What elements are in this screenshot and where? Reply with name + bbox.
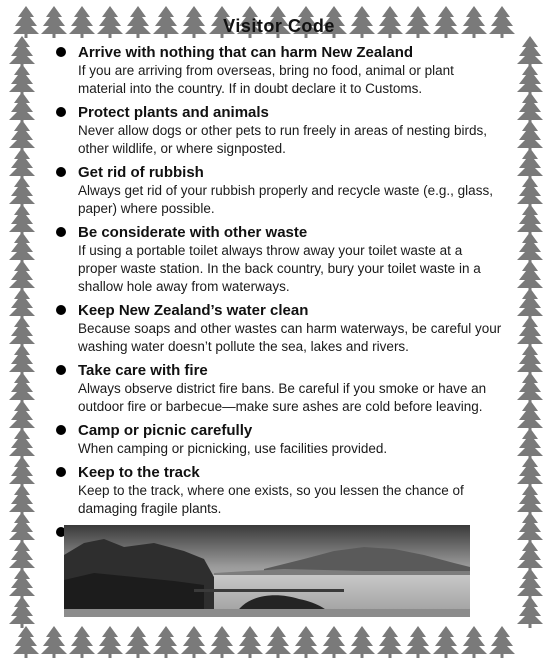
tree-icon: [9, 204, 35, 236]
page-title: Visitor Code: [223, 16, 335, 36]
tree-icon: [517, 512, 543, 544]
tree-icon: [293, 626, 319, 658]
item-heading-text: Camp or picnic carefully: [78, 422, 253, 439]
bullet-icon: [56, 467, 66, 477]
item-heading-text: Keep to the track: [78, 464, 200, 481]
tree-icon: [517, 288, 543, 320]
bullet-icon: [56, 47, 66, 57]
tree-icon: [517, 64, 543, 96]
tree-icon: [209, 626, 235, 658]
item-heading-text: Get rid of rubbish: [78, 164, 204, 181]
tree-icon: [517, 428, 543, 460]
bullet-icon: [56, 365, 66, 375]
tree-icon: [517, 36, 543, 68]
tree-icon: [349, 626, 375, 658]
tree-icon: [517, 540, 543, 572]
tree-icon: [9, 512, 35, 544]
tree-icon: [9, 232, 35, 264]
item-body: When camping or picnicking, use facilities provided.: [78, 441, 388, 456]
tree-icon: [237, 626, 263, 658]
tree-icon: [13, 626, 39, 658]
visitor-code-panel: [56, 16, 502, 565]
bullet-icon: [56, 305, 66, 315]
bullet-icon: [56, 425, 66, 435]
tree-icon: [9, 428, 35, 460]
item-heading: [56, 301, 502, 320]
item-heading: [56, 103, 502, 122]
tree-icon: [517, 316, 543, 348]
item-heading-text: Arrive with nothing that can harm New Zealand: [78, 44, 414, 61]
tree-icon: [517, 204, 543, 236]
tree-icon: [517, 148, 543, 180]
code-item: [56, 361, 502, 416]
item-body: Never allow dogs or other pets to run freely in areas of nesting birds, other wildlife, or where signposted.: [78, 123, 487, 156]
tree-icon: [9, 400, 35, 432]
tree-icon: [9, 176, 35, 208]
code-item: [56, 463, 502, 518]
tree-icon: [321, 626, 347, 658]
tree-icon: [9, 540, 35, 572]
tree-icon: [9, 568, 35, 600]
lake-landscape-photo: [64, 525, 470, 617]
item-body: Always get rid of your rubbish properly and recycle waste (e.g., glass, paper) where possible.: [78, 183, 493, 216]
item-heading: [56, 163, 502, 182]
tree-icon: [489, 626, 515, 658]
item-heading-text: Take care with fire: [78, 362, 208, 379]
item-heading: [56, 43, 502, 62]
item-heading: [56, 223, 502, 242]
tree-icon: [153, 626, 179, 658]
tree-icon: [9, 120, 35, 152]
tree-icon: [9, 260, 35, 292]
tree-icon: [517, 344, 543, 376]
tree-icon: [181, 626, 207, 658]
tree-icon: [9, 148, 35, 180]
item-heading-text: Be considerate with other waste: [78, 224, 308, 241]
tree-icon: [517, 456, 543, 488]
tree-icon: [377, 626, 403, 658]
tree-icon: [517, 232, 543, 264]
tree-icon: [9, 596, 35, 628]
tree-icon: [13, 6, 39, 38]
tree-icon: [9, 316, 35, 348]
tree-icon: [9, 64, 35, 96]
item-heading: [56, 463, 502, 482]
tree-icon: [9, 484, 35, 516]
bullet-icon: [56, 167, 66, 177]
item-heading: [56, 421, 502, 440]
code-item: [56, 103, 502, 158]
item-body: If using a portable toilet always throw away your toilet waste at a proper waste station. In the back country, bury your toilet waste in a shallow hole away from waterways.: [78, 243, 481, 294]
tree-icon: [517, 176, 543, 208]
code-list: [56, 43, 502, 560]
tree-icon: [125, 626, 151, 658]
item-heading: [56, 361, 502, 380]
tree-icon: [9, 456, 35, 488]
tree-icon: [433, 626, 459, 658]
item-heading-text: Keep New Zealand’s water clean: [78, 302, 309, 319]
tree-icon: [9, 344, 35, 376]
tree-icon: [9, 288, 35, 320]
tree-icon: [517, 92, 543, 124]
code-item: [56, 163, 502, 218]
tree-icon: [9, 92, 35, 124]
item-body: Always observe district fire bans. Be careful if you smoke or have an outdoor fire or barbecue—make sure ashes are cold before leaving.: [78, 381, 487, 414]
tree-icon: [405, 626, 431, 658]
tree-icon: [517, 260, 543, 292]
tree-icon: [69, 626, 95, 658]
tree-icon: [517, 568, 543, 600]
tree-icon: [517, 484, 543, 516]
tree-icon: [517, 372, 543, 404]
bullet-icon: [56, 107, 66, 117]
tree-icon: [9, 36, 35, 68]
tree-icon: [41, 626, 67, 658]
code-item: [56, 421, 502, 458]
item-body: Because soaps and other wastes can harm waterways, be careful your washing water doesn’t pollute the sea, lakes and rivers.: [78, 321, 502, 354]
tree-icon: [9, 372, 35, 404]
tree-icon: [517, 400, 543, 432]
code-item: [56, 223, 502, 296]
tree-icon: [517, 120, 543, 152]
tree-icon: [517, 596, 543, 628]
item-body: If you are arriving from overseas, bring no food, animal or plant material into the country. If in doubt declare it to Customs.: [78, 63, 454, 96]
code-item: [56, 301, 502, 356]
tree-icon: [265, 626, 291, 658]
tree-icon: [461, 626, 487, 658]
item-heading-text: Protect plants and animals: [78, 104, 269, 121]
code-item: [56, 43, 502, 98]
tree-icon: [97, 626, 123, 658]
bullet-icon: [56, 227, 66, 237]
item-body: Keep to the track, where one exists, so you lessen the chance of damaging fragile plants.: [78, 483, 464, 516]
